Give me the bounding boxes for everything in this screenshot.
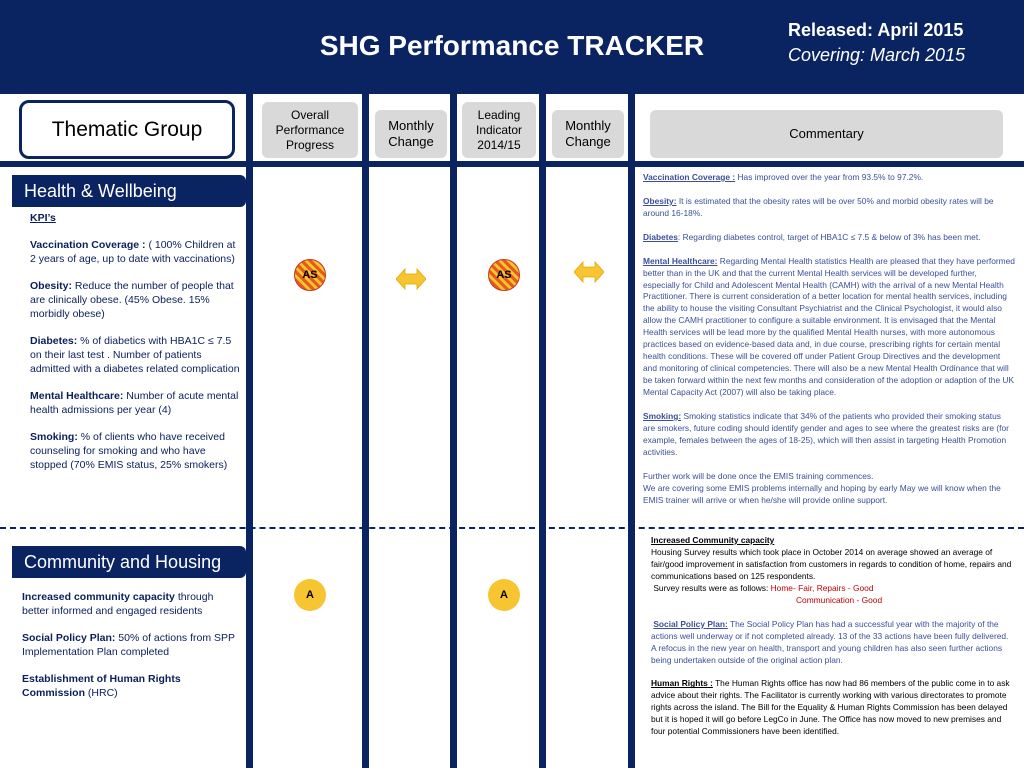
header-divider (0, 161, 1024, 167)
column-separator (539, 94, 546, 768)
commentary-footer: Further work will be done once the EMIS training commences. We are covering some EMIS problems internally and hoping by early May we will know when the EMIS trainer will arrive or when he/she will provide online support. (643, 470, 1001, 505)
leading-rating-badge: A (488, 579, 520, 611)
double-horizontal-arrow-icon (396, 268, 426, 290)
commentary-item: Increased Community capacity Housing Survey results which took place in October 2014 on average showed an average of fair/good improvement in satisfaction from customers in regards to condition of home, repairs and communications based on 125 respondents. Survey results were as follows: Home- Fair, Repairs - Good Communication - Good (651, 535, 1012, 605)
kpi-item: Smoking: % of clients who have received counseling for smoking and who have stopped (70% EMIS status, 25% smokers) (30, 431, 228, 471)
health-kpi-list (30, 212, 242, 486)
kpi-item: Mental Healthcare: Number of acute mental health admissions per year (4) (30, 390, 239, 416)
community-kpi-list (22, 591, 242, 714)
overall-performance-header: Overall Performance Progress (262, 102, 358, 158)
monthly-change-header: Monthly Change (375, 110, 447, 158)
commentary-item: Smoking: Smoking statistics indicate that 34% of the patients who provided their smoking status are smokers, future coding should identify gender and ages to see where the greatest risks are (for example, females between the ages of 18-25), which will then assist in targeting Health Promotion activities. (643, 411, 1009, 457)
thematic-group-header: Thematic Group (19, 100, 235, 159)
covering-period: Covering: March 2015 (788, 45, 966, 65)
kpi-item: Obesity: Reduce the number of people that are clinically obese. (45% Obese. 15% morbidly obese) (30, 280, 234, 320)
page-title: SHG Performance TRACKER (319, 30, 705, 61)
kpi-item: Vaccination Coverage : ( 100% Children at 2 years of age, up to date with vaccinations) (30, 239, 236, 266)
column-separator (246, 94, 253, 768)
column-separator (628, 94, 635, 768)
section-title-health: Health & Wellbeing (12, 175, 246, 207)
released-date: Released: April 2015 (788, 20, 964, 40)
leading-rating-badge: AS (488, 259, 520, 291)
commentary-item: Obesity: It is estimated that the obesity rates will be over 50% and morbid obesity rates will be around 16-18%. (643, 195, 994, 218)
column-separator (362, 94, 369, 768)
kpi-item: Social Policy Plan: 50% of actions from SPP Implementation Plan completed (22, 632, 235, 658)
section-title-community: Community and Housing (12, 546, 246, 578)
kpi-item: Diabetes: % of diabetics with HBA1C ≤ 7.5 on their last test . Number of patients admitted with a diabetes related complication (30, 335, 240, 375)
health-commentary (643, 172, 1015, 507)
commentary-item: Mental Healthcare: Regarding Mental Health statistics Health are pleased that they have performed better than in the UK and that the current Mental Health services will be developed further, especially for Child and Adolescent Mental Health (CAMH) with the arrival of a new Mental Health Practitioner. There is current consideration of a better location for mental health services, including the ability to house the visiting Consultant Psychiatrist and the Clinical Psychologist, it would also allow the CAMH practitioner to configure a suitable environment. It is envisaged that the Mental Health services will be lead more by the qualified Mental Health nurses, with more autonomous practices based on evidence-based data and, in due course, prescribing rights for certain mental health conditions. These will be covered off under Patient Group Directives and the development and monitoring of clinical competencies. There will also be a new Mental Health Ordinance that will be taken forward within the next few months and consideration of the adoption or adaption of the UK Mental Capacity Act (2007) will also be taking place. (643, 255, 1015, 398)
kpi-item: Establishment of Human Rights Commission (HRC) (22, 673, 181, 699)
commentary-header: Commentary (650, 110, 1003, 158)
commentary-item: Human Rights : The Human Rights office has now had 86 members of the public come in to ask advice about their rights. The Facilitator is currently working with various directorates to promote rights across the island. The Bill for the Equality & Human Rights Commission has been delayed but it is hoped it will go before LegCo in June. The Office has now moved to new premises and four potential Commissioners have been identified. (651, 678, 1010, 737)
leading-indicator-header: Leading Indicator 2014/15 (462, 102, 536, 158)
community-commentary (651, 535, 1015, 750)
commentary-item: Vaccination Coverage : Has improved over the year from 93.5% to 97.2%. (643, 172, 924, 182)
kpi-heading: KPI’s (30, 212, 56, 224)
commentary-item: Social Policy Plan: The Social Policy Plan has had a successful year with the majority of the actions well underway or if not completed already. 13 of the 33 actions have been fully delivered. A refocus in the new year on health, transport and young children has also seen further actions being undertaken outside of the original action plan. (651, 618, 1009, 665)
overall-rating-badge: A (294, 579, 326, 611)
kpi-item: Increased community capacity through better informed and engaged residents (22, 591, 214, 617)
overall-rating-badge: AS (294, 259, 326, 291)
section-divider (0, 527, 1024, 529)
column-separator (450, 94, 457, 768)
monthly-change-header: Monthly Change (552, 110, 624, 158)
double-horizontal-arrow-icon (574, 261, 604, 283)
commentary-item: Diabetes: Regarding diabetes control, target of HBA1C ≤ 7.5 & below of 3% has been met. (643, 231, 981, 242)
